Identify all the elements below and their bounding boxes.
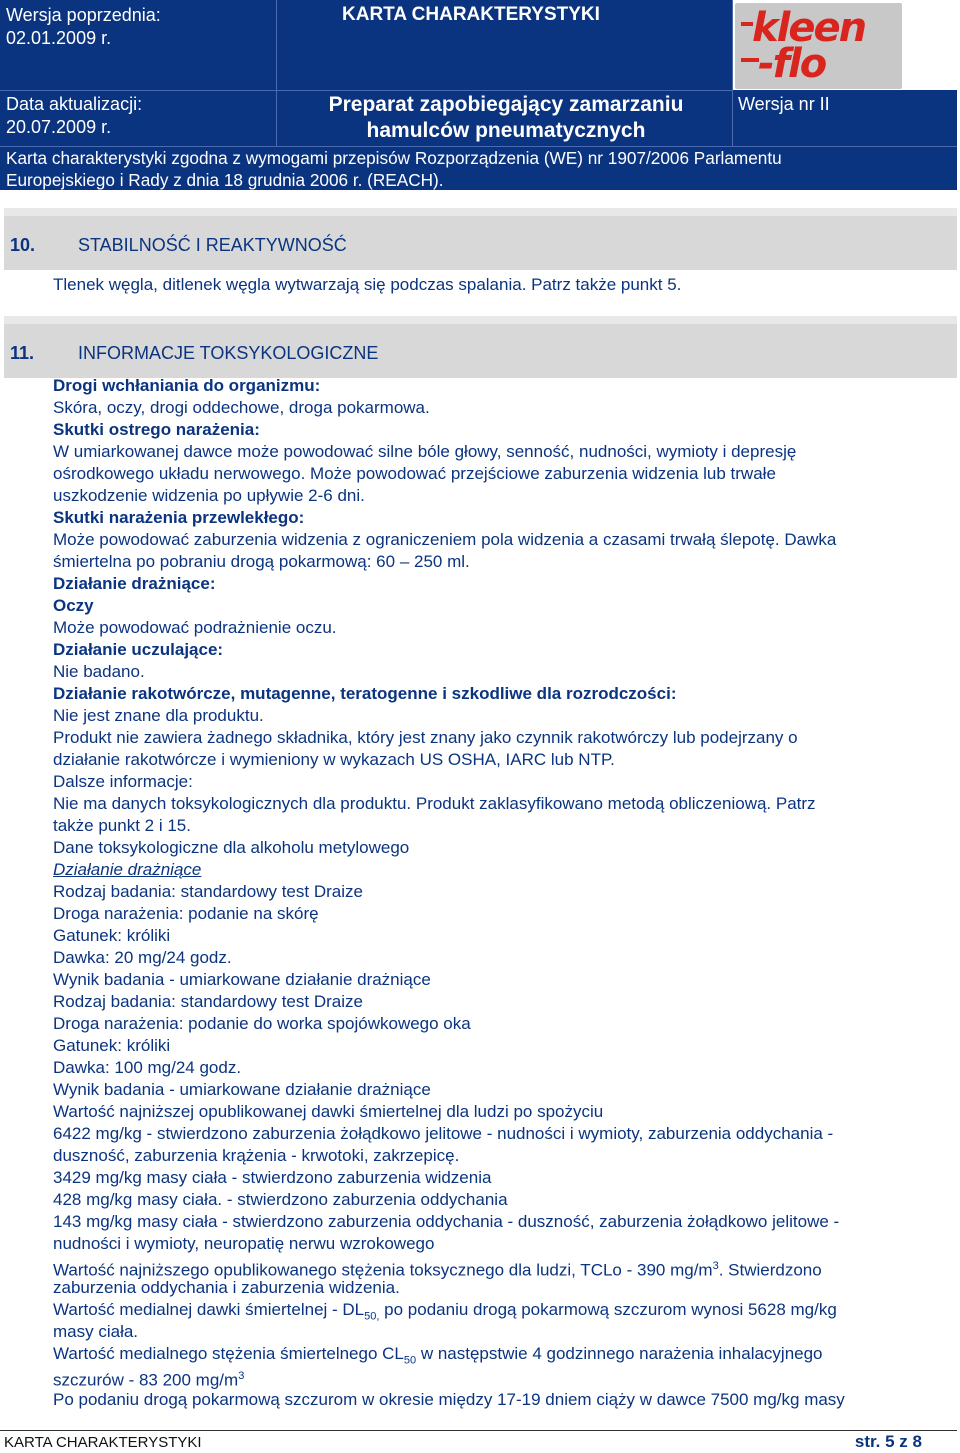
- body-line: Dalsze informacje:: [53, 772, 193, 791]
- body-line: W umiarkowanej dawce może powodować silne bóle głowy, senność, nudności, wymioty i depresję: [53, 442, 797, 461]
- dl50-text-end: po podaniu drogą pokarmową szczurom wynosi 5628 mg/kg: [379, 1300, 837, 1319]
- page-number: str. 5 z 8: [854, 1432, 922, 1451]
- tclo-superscript: 3: [712, 1260, 719, 1272]
- body-line: Dane toksykologiczne dla alkoholu metylowego: [53, 838, 410, 857]
- body-line: uszkodzenie widzenia po upływie 2-6 dni.: [53, 486, 365, 505]
- header-divider: [0, 90, 732, 91]
- body-line: Droga narażenia: podanie do worka spojówkowego oka: [53, 1014, 471, 1033]
- previous-version-date: 02.01.2009 r.: [6, 28, 112, 48]
- body-line: Nie badano.: [53, 662, 145, 681]
- body-line: Rodzaj badania: standardowy test Draize: [53, 882, 363, 901]
- product-name-cell: [276, 90, 732, 146]
- footer-title: KARTA CHARAKTERYSTYKI: [4, 1434, 202, 1451]
- version-label: Wersja nr II: [738, 94, 830, 114]
- body-line: Nie jest znane dla produktu.: [53, 706, 264, 725]
- body-line: Wartość najniższej opublikowanej dawki śmiertelnej dla ludzi po spożyciu: [53, 1102, 604, 1121]
- cl50-subscript: 50: [403, 1354, 417, 1367]
- body-line: Droga narażenia: podanie na skórę: [53, 904, 319, 923]
- body-line: Może powodować zaburzenia widzenia z ograniczeniem pola widzenia a czasami trwałą ślepotę. Dawka: [53, 530, 837, 549]
- body-line: Dawka: 100 mg/24 godz.: [53, 1058, 242, 1077]
- body-line: 428 mg/kg masy ciała. - stwierdzono zaburzenia oddychania: [53, 1190, 508, 1209]
- section-11-heading: [4, 324, 957, 378]
- update-date: 20.07.2009 r.: [6, 117, 112, 137]
- update-label: Data aktualizacji:: [6, 94, 143, 114]
- section-10-heading: [4, 216, 957, 270]
- body-line: ośrodkowego układu nerwowego. Może powodować przejściowe zaburzenia widzenia lub trwałe: [53, 464, 776, 483]
- regulation-line2: Europejskiego i Rady z dnia 18 grudnia 2006 r. (REACH).: [6, 170, 444, 190]
- body-line: Po podaniu drogą pokarmową szczurom w okresie między 17-19 dniem ciąży w dawce 7500 mg/kg masy: [53, 1390, 845, 1409]
- previous-version-label: Wersja poprzednia:: [6, 5, 161, 25]
- body-line: Rodzaj badania: standardowy test Draize: [53, 992, 363, 1011]
- section-strip: [4, 316, 957, 324]
- subheading: Działanie rakotwórcze, mutagenne, teratogenne i szkodliwe dla rozrodczości:: [53, 684, 677, 703]
- regulation-cell: [0, 146, 957, 190]
- footer-divider: [0, 1430, 957, 1431]
- logo-stripe: [741, 58, 759, 62]
- body-line: Może powodować podrażnienie oczu.: [53, 618, 337, 637]
- card-title-cell: [276, 0, 732, 90]
- subheading: Działanie drażniące:: [53, 574, 216, 593]
- body-line: Gatunek: króliki: [53, 926, 171, 945]
- subheading: Drogi wchłaniania do organizmu:: [53, 376, 321, 395]
- product-name-line1: Preparat zapobiegający zamarzaniu: [328, 93, 684, 116]
- body-line: 3429 mg/kg masy ciała - stwierdzono zaburzenia widzenia: [53, 1168, 492, 1187]
- body-line: Dawka: 20 mg/24 godz.: [53, 948, 232, 967]
- subheading: Skutki narażenia przewlekłego:: [53, 508, 305, 527]
- body-line: Gatunek: króliki: [53, 1036, 171, 1055]
- cl50-superscript: 3: [238, 1370, 245, 1382]
- subheading: Działanie uczulające:: [53, 640, 224, 659]
- section-10-number: 10.: [10, 235, 36, 255]
- regulation-line1: Karta charakterystyki zgodna z wymogami przepisów Rozporządzenia (WE) nr 1907/2006 Parlamentu: [6, 148, 782, 168]
- section-10-title: STABILNOŚĆ I REAKTYWNOŚĆ: [78, 235, 347, 255]
- body-line: Wynik badania - umiarkowane działanie drażniące: [53, 970, 431, 989]
- body-line: nudności i wymioty, neuropatię nerwu wzrokowego: [53, 1234, 435, 1253]
- cl50-text-end: w następstwie 4 godzinnego narażenia inhalacyjnego: [416, 1344, 823, 1363]
- body-line: masy ciała.: [53, 1322, 139, 1341]
- previous-version-cell: [0, 0, 276, 90]
- header-divider: [732, 0, 733, 146]
- tclo-text-end: . Stwierdzono: [718, 1260, 822, 1280]
- section-11-title: INFORMACJE TOKSYKOLOGICZNE: [78, 343, 379, 363]
- body-line: duszność, zaburzenia krążenia - krwotoki, zakrzepicę.: [53, 1146, 460, 1165]
- header-divider: [0, 146, 957, 147]
- dl50-line: [53, 1299, 837, 1327]
- tclo-text: Wartość najniższego opublikowanego stężenia toksycznego dla ludzi, TCLo - 390 mg/m: [53, 1260, 713, 1280]
- version-cell: [732, 90, 957, 146]
- body-line: Produkt nie zawiera żadnego składnika, który jest znany jako czynnik rakotwórczy lub podejrzany o: [53, 728, 798, 747]
- dl50-subscript: 50,: [364, 1310, 380, 1323]
- logo-text-top: kleen: [752, 5, 866, 51]
- cl50-line2: [53, 1365, 244, 1392]
- body-line: Wynik badania - umiarkowane działanie drażniące: [53, 1080, 431, 1099]
- body-line: śmiertelna po pobraniu drogą pokarmową: 60 – 250 ml.: [53, 552, 470, 571]
- section-10-text: Tlenek węgla, ditlenek węgla wytwarzają się podczas spalania. Patrz także punkt 5.: [53, 275, 682, 294]
- cl50-value: szczurów - 83 200 mg/m: [53, 1370, 239, 1390]
- section-strip: [4, 208, 957, 216]
- body-line: Nie ma danych toksykologicznych dla produktu. Produkt zaklasyfikowano metodą obliczeniową. Patrz: [53, 794, 816, 813]
- body-line: Skóra, oczy, drogi oddechowe, droga pokarmowa.: [53, 398, 430, 417]
- product-name-line2: hamulców pneumatycznych: [366, 119, 646, 142]
- section-11-number: 11.: [10, 343, 35, 363]
- logo-text-bottom: -flo: [758, 41, 826, 87]
- cl50-text: Wartość medialnego stężenia śmiertelnego CL: [53, 1344, 404, 1363]
- body-line: 143 mg/kg masy ciała - stwierdzono zaburzenia oddychania - duszność, zaburzenia żołądkowo jelitowe -: [53, 1212, 840, 1231]
- dl50-text: Wartość medialnej dawki śmiertelnej - DL: [53, 1300, 365, 1319]
- body-line: działanie rakotwórcze i wymieniony w wykazach US OSHA, IARC lub NTP.: [53, 750, 615, 769]
- header-divider: [276, 0, 277, 146]
- italic-subheading: Działanie drażniące: [53, 860, 202, 879]
- subheading: Skutki ostrego narażenia:: [53, 420, 260, 439]
- body-line: zaburzenia oddychania i zaburzenia widzenia.: [53, 1278, 400, 1297]
- update-date-cell: [0, 90, 276, 146]
- card-title: KARTA CHARAKTERYSTYKI: [342, 4, 600, 25]
- subheading: Oczy: [53, 596, 94, 615]
- body-line: 6422 mg/kg - stwierdzono zaburzenia żołądkowo jelitowe - nudności i wymioty, zaburzenia oddychania -: [53, 1124, 834, 1143]
- body-line: także punkt 2 i 15.: [53, 816, 191, 835]
